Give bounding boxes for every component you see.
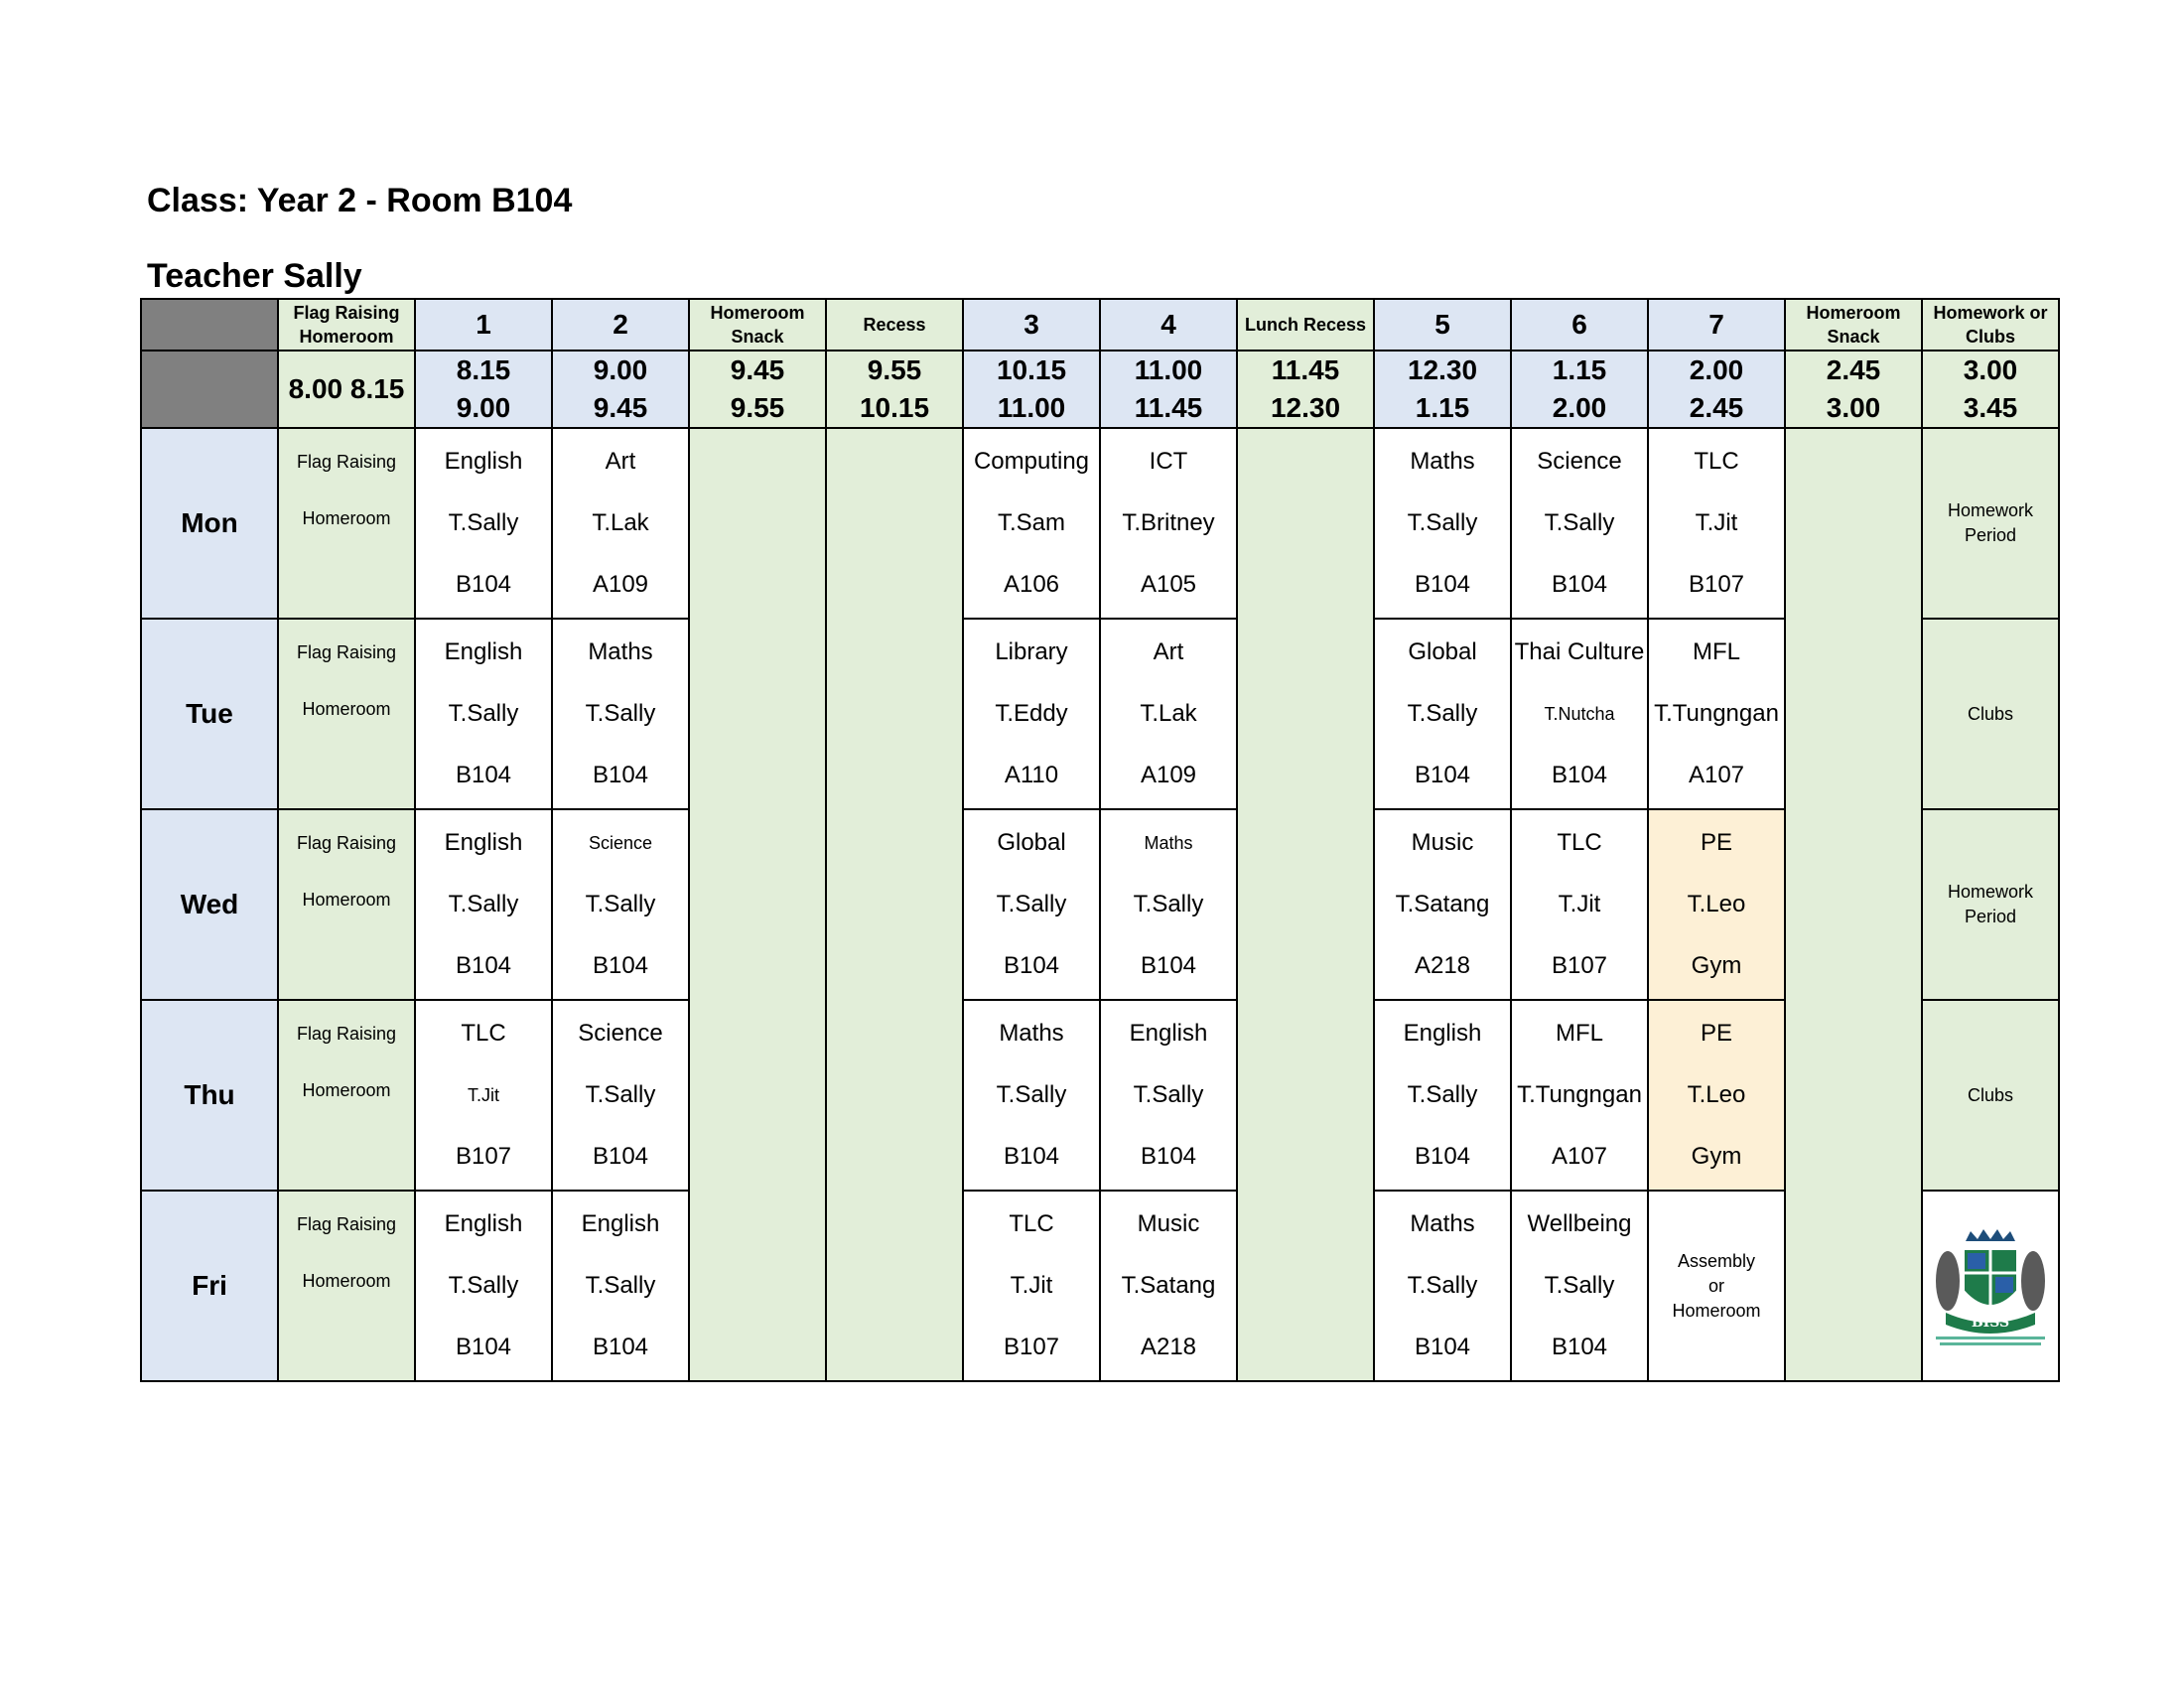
room-text: A106 bbox=[1003, 571, 1060, 598]
header-flag-homeroom: Flag Raising Homeroom bbox=[278, 299, 415, 351]
teacher-text: T.Leo bbox=[1687, 891, 1746, 917]
room-text: B104 bbox=[455, 1334, 512, 1360]
subject-text: TLC bbox=[1009, 1210, 1054, 1237]
cell-p6 bbox=[1511, 1191, 1648, 1381]
teacher-text: T.Sally bbox=[448, 1272, 519, 1299]
teacher-text: T.Sally bbox=[448, 891, 519, 917]
subject-text: Music bbox=[1411, 829, 1474, 856]
teacher-text: T.Sally bbox=[1544, 1272, 1615, 1299]
room-text: A109 bbox=[1140, 762, 1197, 788]
homeroom-text: Homeroom bbox=[302, 699, 391, 719]
header-period-3: 3 bbox=[963, 299, 1100, 351]
cell-p3 bbox=[963, 1191, 1100, 1381]
subject-text: Science bbox=[588, 833, 653, 853]
teacher-text: T.Jit bbox=[1010, 1272, 1053, 1299]
subject-text: Music bbox=[1137, 1210, 1200, 1237]
time-period-2: 9.00 9.45 bbox=[552, 351, 689, 428]
cell-p2 bbox=[552, 1000, 689, 1191]
cell-p6 bbox=[1511, 619, 1648, 809]
cell-p3 bbox=[963, 1000, 1100, 1191]
teacher-text: T.Sally bbox=[448, 509, 519, 536]
room-text: B104 bbox=[1003, 952, 1060, 979]
snack-column bbox=[689, 428, 826, 1381]
teacher-text: T.Sally bbox=[1133, 891, 1204, 917]
cell-p7 bbox=[1648, 1000, 1785, 1191]
subject-text: English bbox=[444, 829, 523, 856]
header-lunch-recess: Lunch Recess bbox=[1237, 299, 1374, 351]
time-period-5: 12.30 1.15 bbox=[1374, 351, 1511, 428]
homeroom-text: Homeroom bbox=[302, 1080, 391, 1100]
room-text: B107 bbox=[1688, 571, 1745, 598]
assembly-cell bbox=[1648, 1191, 1785, 1381]
cell-p6 bbox=[1511, 428, 1648, 619]
time-homeroom-snack: 9.45 9.55 bbox=[689, 351, 826, 428]
subject-text: Science bbox=[578, 1020, 663, 1047]
subject-text: Thai Culture bbox=[1514, 638, 1645, 665]
homework-clubs-cell bbox=[1922, 428, 2059, 619]
room-text: A105 bbox=[1140, 571, 1197, 598]
subject-text: Library bbox=[995, 638, 1068, 665]
room-text: B104 bbox=[1551, 762, 1608, 788]
header-homework-clubs: Homework or Clubs bbox=[1922, 299, 2059, 351]
cell-p4 bbox=[1100, 1191, 1237, 1381]
day-label: Fri bbox=[141, 1191, 278, 1381]
flag-homeroom-cell bbox=[278, 809, 415, 1000]
flag-raising-text: Flag Raising bbox=[296, 833, 397, 853]
homework-clubs-text: Homework Period bbox=[1947, 500, 2034, 545]
cell-p3 bbox=[963, 428, 1100, 619]
class-title: Class: Year 2 - Room B104 bbox=[147, 182, 573, 219]
subject-text: English bbox=[581, 1210, 660, 1237]
subject-text: Science bbox=[1537, 448, 1622, 475]
cell-p3 bbox=[963, 809, 1100, 1000]
room-text: B104 bbox=[1140, 952, 1197, 979]
timetable bbox=[140, 298, 2060, 1382]
day-label: Mon bbox=[141, 428, 278, 619]
room-text: B104 bbox=[592, 952, 649, 979]
cell-p2 bbox=[552, 1191, 689, 1381]
recess-column bbox=[826, 428, 963, 1381]
cell-p5 bbox=[1374, 1191, 1511, 1381]
teacher-text: T.Lak bbox=[592, 509, 649, 536]
room-text: B104 bbox=[592, 762, 649, 788]
room-text: B104 bbox=[1003, 1143, 1060, 1170]
logo-cell bbox=[1922, 1191, 2059, 1381]
teacher-text: T.Sally bbox=[1407, 1272, 1478, 1299]
flag-homeroom-cell bbox=[278, 428, 415, 619]
teacher-text: T.Sally bbox=[1544, 509, 1615, 536]
teacher-text: T.Sally bbox=[448, 700, 519, 727]
teacher-text: T.Eddy bbox=[995, 700, 1068, 727]
subject-text: English bbox=[444, 1210, 523, 1237]
cell-p5 bbox=[1374, 428, 1511, 619]
cell-p7 bbox=[1648, 809, 1785, 1000]
teacher-text: T.Sally bbox=[585, 1272, 656, 1299]
subject-text: English bbox=[1129, 1020, 1208, 1047]
room-text: B104 bbox=[1414, 571, 1471, 598]
cell-p1 bbox=[415, 619, 552, 809]
cell-p6 bbox=[1511, 809, 1648, 1000]
corner-cell bbox=[141, 299, 278, 351]
day-row bbox=[141, 809, 2059, 1000]
room-text: B104 bbox=[1551, 1334, 1608, 1360]
subject-text: Maths bbox=[1410, 1210, 1475, 1237]
cell-p1 bbox=[415, 428, 552, 619]
subject-text: Maths bbox=[1144, 833, 1193, 853]
cell-p4 bbox=[1100, 619, 1237, 809]
subject-text: Computing bbox=[973, 448, 1090, 475]
time-recess: 9.55 10.15 bbox=[826, 351, 963, 428]
time-period-4: 11.00 11.45 bbox=[1100, 351, 1237, 428]
header-period-7: 7 bbox=[1648, 299, 1785, 351]
teacher-text: T.Nutcha bbox=[1544, 704, 1615, 724]
teacher-text: T.Britney bbox=[1122, 509, 1215, 536]
header-period-5: 5 bbox=[1374, 299, 1511, 351]
room-text: B107 bbox=[455, 1143, 512, 1170]
teacher-text: T.Satang bbox=[1121, 1272, 1216, 1299]
cell-p2 bbox=[552, 809, 689, 1000]
time-period-7: 2.00 2.45 bbox=[1648, 351, 1785, 428]
subject-text: MFL bbox=[1556, 1020, 1603, 1047]
flag-homeroom-cell bbox=[278, 1000, 415, 1191]
subject-text: Art bbox=[1153, 638, 1184, 665]
time-period-6: 1.15 2.00 bbox=[1511, 351, 1648, 428]
cell-p5 bbox=[1374, 809, 1511, 1000]
teacher-text: T.Lak bbox=[1140, 700, 1197, 727]
cell-p1 bbox=[415, 1191, 552, 1381]
subject-text: TLC bbox=[461, 1020, 506, 1047]
room-text: A218 bbox=[1140, 1334, 1197, 1360]
room-text: A107 bbox=[1551, 1143, 1608, 1170]
subject-text: Global bbox=[997, 829, 1066, 856]
teacher-text: T.Sally bbox=[1407, 700, 1478, 727]
room-text: Gym bbox=[1691, 1143, 1742, 1170]
homeroom-text: Homeroom bbox=[302, 1271, 391, 1291]
homework-clubs-cell bbox=[1922, 619, 2059, 809]
time-lunch-recess: 11.45 12.30 bbox=[1237, 351, 1374, 428]
cell-p1 bbox=[415, 1000, 552, 1191]
homeroom-text: Homeroom bbox=[302, 508, 391, 528]
teacher-text: T.Sally bbox=[1133, 1081, 1204, 1108]
room-text: B107 bbox=[1003, 1334, 1060, 1360]
lunch-column bbox=[1237, 428, 1374, 1381]
subject-text: Global bbox=[1408, 638, 1477, 665]
homework-clubs-text: Homework Period bbox=[1947, 882, 2034, 926]
snack2-column bbox=[1785, 428, 1922, 1381]
header-period-4: 4 bbox=[1100, 299, 1237, 351]
time-homeroom-snack-2: 2.45 3.00 bbox=[1785, 351, 1922, 428]
header-period-2: 2 bbox=[552, 299, 689, 351]
flag-raising-text: Flag Raising bbox=[296, 1214, 397, 1234]
room-text: B107 bbox=[1551, 952, 1608, 979]
teacher-text: T.Tungngan bbox=[1654, 700, 1779, 727]
time-homework-clubs: 3.00 3.45 bbox=[1922, 351, 2059, 428]
corner-cell-time bbox=[141, 351, 278, 428]
teacher-text: T.Sally bbox=[585, 700, 656, 727]
teacher-text: T.Sally bbox=[1407, 1081, 1478, 1108]
time-row bbox=[141, 351, 2059, 428]
teacher-text: T.Leo bbox=[1687, 1081, 1746, 1108]
subject-text: TLC bbox=[1694, 448, 1739, 475]
header-period-1: 1 bbox=[415, 299, 552, 351]
teacher-text: T.Sally bbox=[996, 1081, 1067, 1108]
cell-p4 bbox=[1100, 428, 1237, 619]
day-row bbox=[141, 1191, 2059, 1381]
teacher-text: T.Sally bbox=[996, 891, 1067, 917]
subject-text: Maths bbox=[588, 638, 653, 665]
crest-icon bbox=[1926, 1221, 2055, 1350]
subject-text: English bbox=[1403, 1020, 1482, 1047]
room-text: A109 bbox=[592, 571, 649, 598]
room-text: B104 bbox=[455, 952, 512, 979]
room-text: B104 bbox=[592, 1334, 649, 1360]
homework-clubs-text: Clubs bbox=[1967, 1084, 2014, 1105]
cell-p5 bbox=[1374, 619, 1511, 809]
cell-p4 bbox=[1100, 1000, 1237, 1191]
teacher-text: T.Sally bbox=[585, 891, 656, 917]
teacher-title: Teacher Sally bbox=[147, 257, 362, 295]
room-text: B104 bbox=[1414, 1334, 1471, 1360]
subject-text: Maths bbox=[999, 1020, 1064, 1047]
homework-clubs-cell bbox=[1922, 809, 2059, 1000]
flag-raising-text: Flag Raising bbox=[296, 642, 397, 662]
header-row bbox=[141, 299, 2059, 351]
room-text: B104 bbox=[1414, 1143, 1471, 1170]
cell-p3 bbox=[963, 619, 1100, 809]
teacher-text: T.Satang bbox=[1395, 891, 1490, 917]
subject-text: ICT bbox=[1149, 448, 1188, 475]
room-text: B104 bbox=[592, 1143, 649, 1170]
room-text: Gym bbox=[1691, 952, 1742, 979]
day-label: Thu bbox=[141, 1000, 278, 1191]
cell-p2 bbox=[552, 619, 689, 809]
room-text: B104 bbox=[1140, 1143, 1197, 1170]
teacher-text: T.Jit bbox=[1558, 891, 1601, 917]
cell-p7 bbox=[1648, 428, 1785, 619]
subject-text: PE bbox=[1700, 1020, 1732, 1047]
subject-text: English bbox=[444, 638, 523, 665]
teacher-text: T.Tungngan bbox=[1517, 1081, 1642, 1108]
room-text: A107 bbox=[1688, 762, 1745, 788]
assembly-text: Assembly or Homeroom bbox=[1672, 1250, 1761, 1321]
flag-homeroom-cell bbox=[278, 1191, 415, 1381]
time-period-3: 10.15 11.00 bbox=[963, 351, 1100, 428]
teacher-text: T.Sam bbox=[997, 509, 1065, 536]
teacher-text: T.Sally bbox=[1407, 509, 1478, 536]
subject-text: PE bbox=[1700, 829, 1732, 856]
header-recess: Recess bbox=[826, 299, 963, 351]
flag-raising-text: Flag Raising bbox=[296, 1024, 397, 1044]
cell-p1 bbox=[415, 809, 552, 1000]
subject-text: TLC bbox=[1557, 829, 1602, 856]
day-row bbox=[141, 1000, 2059, 1191]
day-row bbox=[141, 619, 2059, 809]
cell-p4 bbox=[1100, 809, 1237, 1000]
day-label: Tue bbox=[141, 619, 278, 809]
time-period-1: 8.15 9.00 bbox=[415, 351, 552, 428]
cell-p5 bbox=[1374, 1000, 1511, 1191]
homework-clubs-text: Clubs bbox=[1967, 703, 2014, 724]
room-text: A218 bbox=[1414, 952, 1471, 979]
flag-homeroom-cell bbox=[278, 619, 415, 809]
cell-p2 bbox=[552, 428, 689, 619]
header-period-6: 6 bbox=[1511, 299, 1648, 351]
school-logo bbox=[1923, 1193, 2058, 1379]
room-text: B104 bbox=[1551, 571, 1608, 598]
room-text: A110 bbox=[1004, 762, 1059, 788]
subject-text: Art bbox=[605, 448, 636, 475]
header-homeroom-snack: Homeroom Snack bbox=[689, 299, 826, 351]
teacher-text: T.Sally bbox=[585, 1081, 656, 1108]
room-text: B104 bbox=[1414, 762, 1471, 788]
subject-text: MFL bbox=[1693, 638, 1740, 665]
flag-raising-text: Flag Raising bbox=[296, 452, 397, 472]
teacher-text: T.Jit bbox=[467, 1085, 499, 1105]
room-text: B104 bbox=[455, 762, 512, 788]
svg-text:BISS: BISS bbox=[1971, 1315, 2010, 1331]
subject-text: Wellbeing bbox=[1527, 1210, 1632, 1237]
cell-p7 bbox=[1648, 619, 1785, 809]
cell-p6 bbox=[1511, 1000, 1648, 1191]
teacher-text: T.Jit bbox=[1695, 509, 1738, 536]
day-row bbox=[141, 428, 2059, 619]
header-homeroom-snack-2: Homeroom Snack bbox=[1785, 299, 1922, 351]
room-text: B104 bbox=[455, 571, 512, 598]
day-label: Wed bbox=[141, 809, 278, 1000]
subject-text: English bbox=[444, 448, 523, 475]
homeroom-text: Homeroom bbox=[302, 890, 391, 910]
time-flag-homeroom: 8.00 8.15 bbox=[278, 351, 415, 428]
subject-text: Maths bbox=[1410, 448, 1475, 475]
homework-clubs-cell bbox=[1922, 1000, 2059, 1191]
